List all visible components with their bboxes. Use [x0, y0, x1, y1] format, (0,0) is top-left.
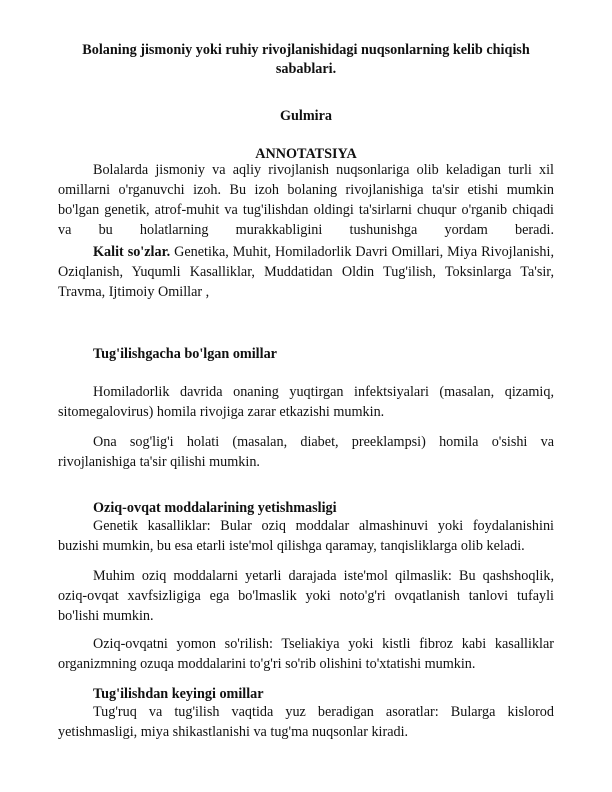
author-name: Gulmira	[279, 108, 333, 124]
document-title: Bolaning jismoniy yoki ruhiy rivojlanishidagi nuqsonlarning kelib chiqish sabablari.	[82, 42, 530, 77]
section-heading-postnatal: Tug'ilishdan keyingi omillar	[93, 686, 264, 702]
nutrition-paragraph-1: Genetik kasalliklar: Bular oziq moddalar almashinuvi yoki foydalanishini buzishi mumkin, bu esa etarli iste'mol qilishga qaramay, tanqisliklarga olib keladi.	[58, 518, 554, 554]
prenatal-paragraph-1: Homiladorlik davrida onaning yuqtirgan infektsiyalari (masalan, qizamiq, sitomegalovirus) homila rivojiga zarar etkazishi mumkin.	[58, 384, 554, 420]
postnatal-paragraph-1: Tug'ruq va tug'ilish vaqtida yuz beradigan asoratlar: Bularga kislorod yetishmasligi, miya shikastlanishi va tug'ma nuqsonlar kiradi.	[58, 704, 554, 740]
nutrition-paragraph-2: Muhim oziq moddalarni yetarli darajada iste'mol qilmaslik: Bu qashshoqlik, oziq-ovqat xavfsizligiga ega bo'lmaslik yoki noto'g'ri ovqatlanish tanlovi tufayli bo'lishi mumkin.	[58, 568, 554, 624]
annotation-heading: ANNOTATSIYA	[255, 146, 357, 162]
section-heading-nutrition: Oziq-ovqat moddalarining yetishmasligi	[93, 500, 337, 516]
nutrition-paragraph-3: Oziq-ovqatni yomon so'rilish: Tseliakiya yoki kistli fibroz kabi kasalliklar organizmning ozuqa moddalarini to'g'ri so'rib olishini to'xtatishi mumkin.	[58, 636, 554, 672]
keywords-label: Kalit so'zlar.	[93, 244, 171, 260]
keywords-paragraph	[58, 242, 554, 302]
keywords-text: Genetika, Muhit, Homiladorlik Davri Omillari, Miya Rivojlanishi, Oziqlanish, Yuqumli Kasalliklar, Muddatidan Oldin Tug'ilish, Toksinlarga Ta'sir, Travma, Ijtimoiy Omillar ,	[58, 244, 554, 300]
prenatal-paragraph-2: Ona sog'lig'i holati (masalan, diabet, preeklampsi) homila o'sishi va rivojlanishiga ta'sir qilishi mumkin.	[58, 434, 554, 470]
annotation-paragraph: Bolalarda jismoniy va aqliy rivojlanish nuqsonlariga olib keladigan turli xil omillarni o'rganuvchi izoh. Bu izoh bolaning rivojlanishiga ta'sir etishi mumkin bo'lgan genetik, atrof-muhit va tug'ilishdan oldingi ta'sirlarni chuqur o'rganib chiqadi va bu holatlarning murakkabligini tushunishga yordam beradi.	[58, 162, 554, 238]
section-heading-prenatal: Tug'ilishgacha bo'lgan omillar	[93, 346, 277, 362]
